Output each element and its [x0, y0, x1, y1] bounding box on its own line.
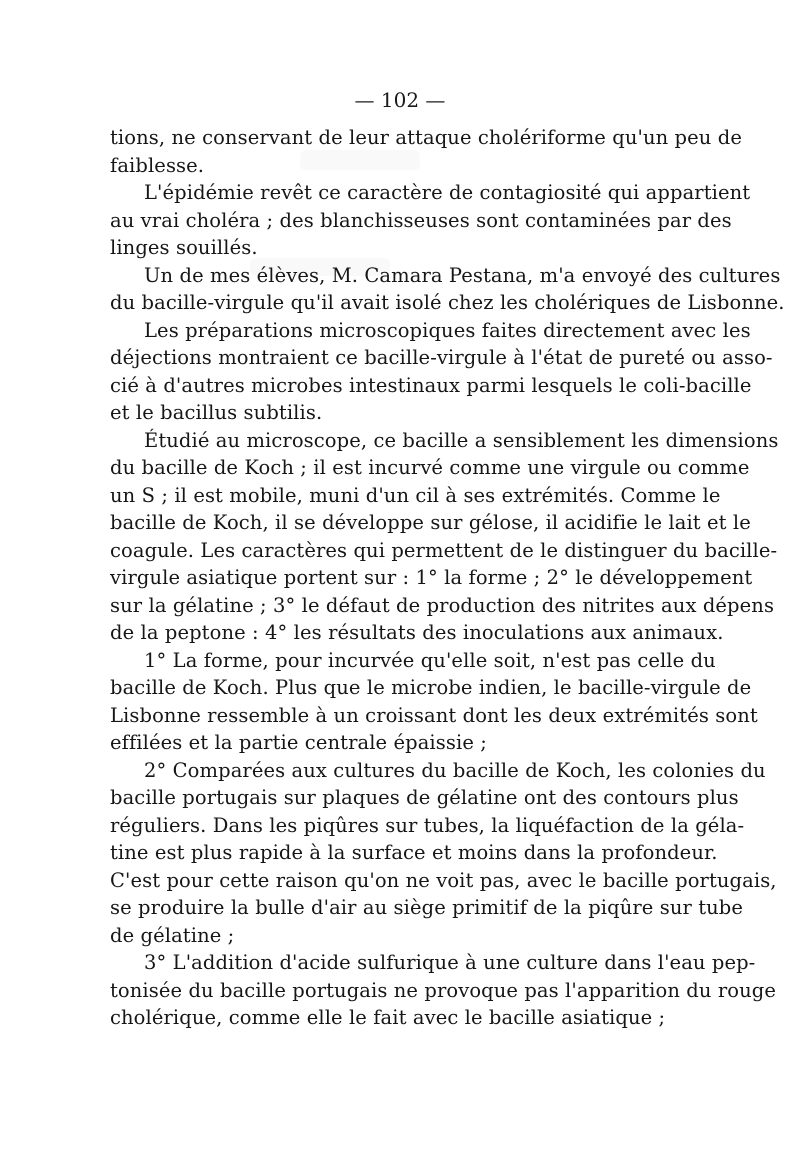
paragraph: [110, 124, 742, 179]
text-line: Lisbonne ressemble à un croissant dont les deux extrémités sont: [110, 703, 758, 727]
text-line: de gélatine ;: [110, 923, 235, 947]
text-line: C'est pour cette raison qu'on ne voit pas, avec le bacille portugais,: [110, 868, 777, 892]
paragraph: [110, 647, 758, 757]
text-line: bacille de Koch. Plus que le microbe indien, le bacille-virgule de: [110, 676, 752, 699]
text-line: L'épidémie revêt ce caractère de contagiosité qui appartient: [144, 181, 751, 204]
text-line: sur la gélatine ; 3° le défaut de production des nitrites aux dépens: [110, 593, 775, 617]
text-line: tions, ne conservant de leur attaque cholériforme qu'un peu de: [110, 126, 742, 149]
text-line: effilées et la partie centrale épaissie ;: [110, 731, 487, 754]
text-line: et le bacillus subtilis.: [110, 401, 323, 424]
text-line: Les préparations microscopiques faites directement avec les: [144, 318, 751, 342]
text-line: tine est plus rapide à la surface et moins dans la profondeur.: [110, 841, 718, 864]
text-line: Un de mes élèves, M. Camara Pestana, m'a envoyé des cultures: [144, 263, 781, 287]
text-line: réguliers. Dans les piqûres sur tubes, la liquéfaction de la géla-: [110, 813, 745, 837]
text-line: 1° La forme, pour incurvée qu'elle soit, n'est pas celle du: [144, 648, 716, 672]
text-line: tonisée du bacille portugais ne provoque pas l'apparition du rouge: [110, 978, 776, 1002]
text-line: linges souillés.: [110, 236, 258, 259]
paragraph: [110, 179, 751, 262]
text-line: bacille portugais sur plaques de gélatine ont des contours plus: [110, 786, 739, 809]
text-line: un S ; il est mobile, muni d'un cil à ses extrémités. Comme le: [110, 483, 721, 507]
text-line: cholérique, comme elle le fait avec le bacille asiatique ;: [110, 1006, 666, 1029]
text-line: de la peptone : 4° les résultats des inoculations aux animaux.: [110, 621, 724, 644]
paragraph: [110, 949, 776, 1032]
page-number: — 102 —: [354, 88, 446, 112]
text-line: du bacille-virgule qu'il avait isolé chez les cholériques de Lisbonne.: [110, 291, 785, 314]
text-line: Étudié au microscope, ce bacille a sensiblement les dimensions: [144, 428, 779, 452]
text-line: du bacille de Koch ; il est incurvé comme une virgule ou comme: [110, 456, 750, 479]
text-line: 3° L'addition d'acide sulfurique à une culture dans l'eau pep-: [144, 951, 756, 974]
text-line: coagule. Les caractères qui permettent de le distinguer du bacille-: [110, 538, 778, 562]
text-line: déjections montraient ce bacille-virgule à l'état de pureté ou asso-: [110, 346, 773, 369]
text-line: 2° Comparées aux cultures du bacille de Koch, les colonies du: [144, 758, 766, 782]
text-line: se produire la bulle d'air au siège primitif de la piqûre sur tube: [110, 896, 744, 919]
paragraph: [110, 317, 773, 427]
text-line: virgule asiatique portent sur : 1° la forme ; 2° le développement: [110, 566, 753, 589]
text-line: au vrai choléra ; des blanchisseuses sont contaminées par des: [110, 208, 732, 232]
text-line: faiblesse.: [110, 153, 205, 177]
paragraph: [110, 262, 785, 317]
paragraph: [110, 427, 779, 647]
text-line: bacille de Koch, il se développe sur gélose, il acidifie le lait et le: [110, 511, 751, 534]
text-line: cié à d'autres microbes intestinaux parmi lesquels le coli-bacille: [110, 373, 752, 397]
paragraph: [110, 757, 777, 950]
body-text: [110, 124, 785, 1032]
